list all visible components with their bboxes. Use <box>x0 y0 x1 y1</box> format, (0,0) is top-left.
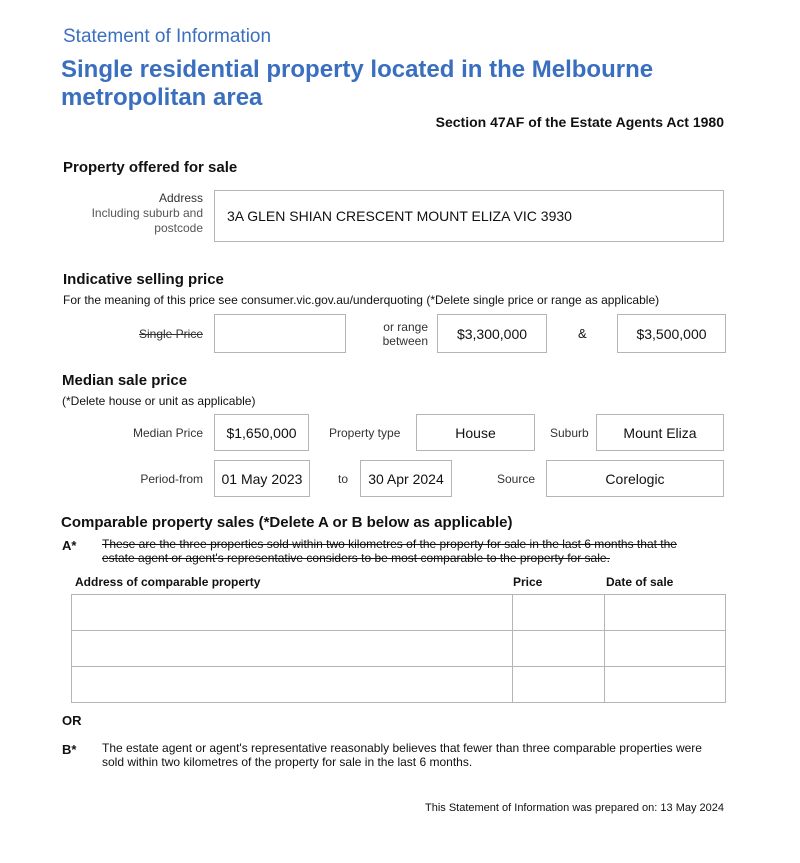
indicative-heading: Indicative selling price <box>63 271 224 288</box>
median-heading: Median sale price <box>62 372 188 389</box>
suburb-label: Suburb <box>550 426 589 440</box>
comparable-address-cell[interactable] <box>72 667 513 703</box>
source-field[interactable]: Corelogic <box>546 460 724 497</box>
address-field[interactable]: 3A GLEN SHIAN CRESCENT MOUNT ELIZA VIC 3930 <box>214 190 724 242</box>
option-a-text: These are the three properties sold within two kilometres of the property for sale in the last 6 months that the estate agent or agent's representative considers to be most comparable to the property for sale. <box>102 537 677 565</box>
address-label-sub2: postcode <box>154 221 203 235</box>
option-b-text: The estate agent or agent's representative reasonably believes that fewer than three comparable properties were sold within two kilometres of the property for sale in the last 6 months. <box>102 741 702 769</box>
property-heading: Property offered for sale <box>63 159 238 176</box>
source-label: Source <box>497 472 536 486</box>
or-divider: OR <box>62 713 82 728</box>
comparable-date-cell[interactable] <box>605 631 726 667</box>
indicative-note: For the meaning of this price see consumer.vic.gov.au/underquoting (*Delete single price or range as applicable) <box>63 293 660 307</box>
range-high-field[interactable]: $3,500,000 <box>617 314 726 353</box>
document-title: Single residential property located in the Melbourne metropolitan area <box>61 56 654 111</box>
prepared-date: This Statement of Information was prepared on: 13 May 2024 <box>425 802 724 814</box>
table-row <box>72 631 726 667</box>
address-label-main: Address <box>158 191 203 205</box>
comparable-table <box>71 594 726 703</box>
col-address-header: Address of comparable property <box>75 575 261 589</box>
col-price-header: Price <box>513 575 543 589</box>
property-type-field[interactable]: House <box>416 414 535 451</box>
period-to-field[interactable]: 30 Apr 2024 <box>360 460 452 497</box>
comparable-heading: Comparable property sales (*Delete A or B below as applicable) <box>61 514 513 531</box>
range-low-field[interactable]: $3,300,000 <box>437 314 547 353</box>
document-subtitle: Statement of Information <box>63 26 272 47</box>
median-price-field[interactable]: $1,650,000 <box>214 414 309 451</box>
address-label <box>60 191 203 236</box>
range-label-line2: between <box>382 334 428 348</box>
median-price-label: Median Price <box>132 426 203 440</box>
comparable-address-cell[interactable] <box>72 631 513 667</box>
comparable-date-cell[interactable] <box>605 667 726 703</box>
comparable-price-cell[interactable] <box>513 595 605 631</box>
table-row <box>72 595 726 631</box>
range-ampersand: & <box>578 326 587 341</box>
range-label-line1: or range <box>383 320 428 334</box>
property-type-label: Property type <box>329 426 401 440</box>
comparable-price-cell[interactable] <box>513 631 605 667</box>
table-row <box>72 667 726 703</box>
option-a-marker: A* <box>62 538 77 553</box>
comparable-price-cell[interactable] <box>513 667 605 703</box>
period-from-field[interactable]: 01 May 2023 <box>214 460 310 497</box>
option-b-marker: B* <box>62 742 77 757</box>
suburb-field[interactable]: Mount Eliza <box>596 414 724 451</box>
col-date-header: Date of sale <box>606 575 674 589</box>
comparable-address-cell[interactable] <box>72 595 513 631</box>
to-label: to <box>338 472 349 486</box>
single-price-label: Single Price <box>138 327 203 341</box>
address-label-sub1: Including suburb and <box>91 206 203 220</box>
period-from-label: Period-from <box>140 472 203 486</box>
median-note: (*Delete house or unit as applicable) <box>62 394 256 408</box>
act-reference: Section 47AF of the Estate Agents Act 1980 <box>435 114 724 130</box>
single-price-field[interactable] <box>214 314 346 353</box>
comparable-date-cell[interactable] <box>605 595 726 631</box>
range-label <box>360 320 428 348</box>
